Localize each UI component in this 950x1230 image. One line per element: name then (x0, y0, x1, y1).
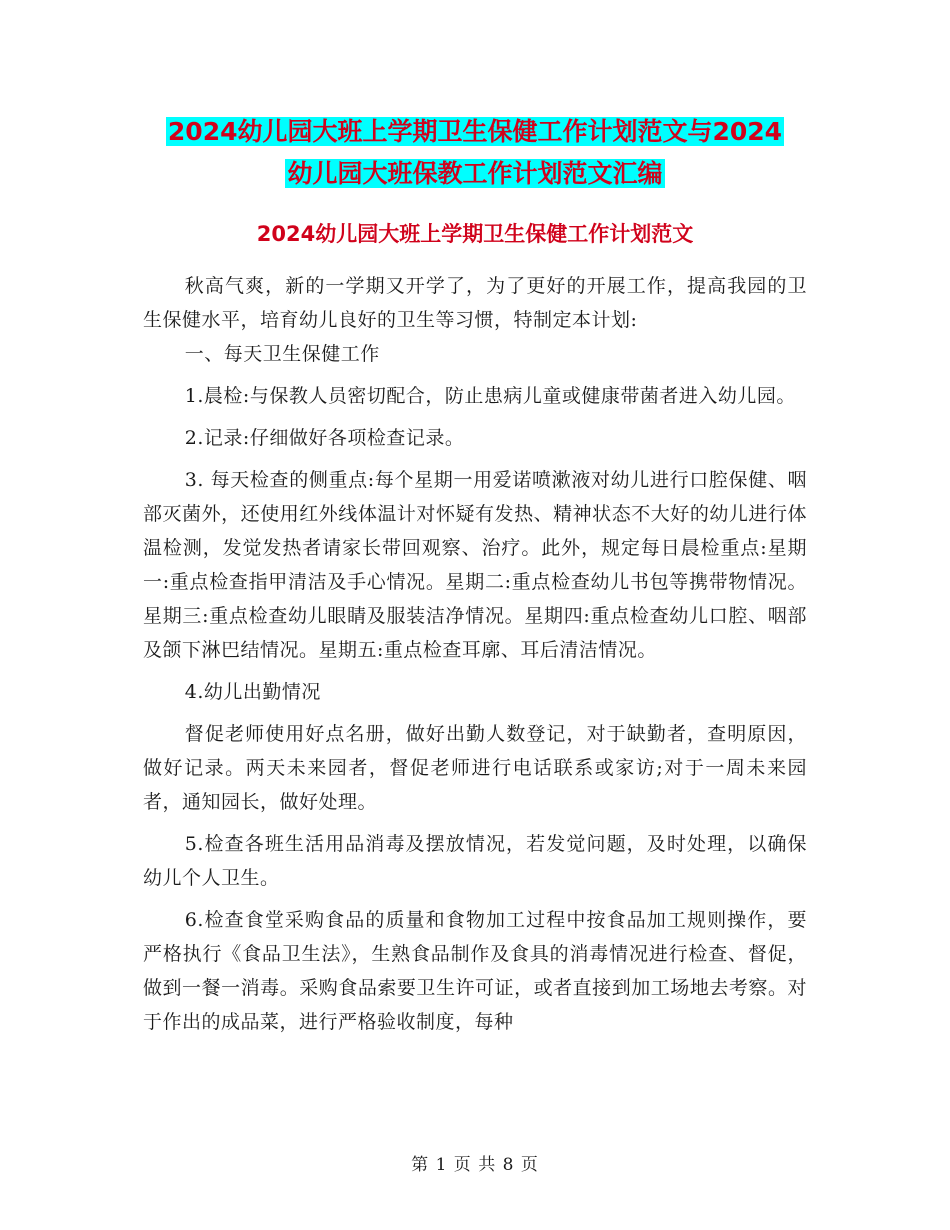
document-title-line-2 (0, 156, 950, 192)
paragraph: 秋高气爽，新的一学期又开学了，为了更好的开展工作，提高我园的卫生保健水平，培育幼儿良好的卫生等习惯，特制定本计划: (143, 275, 807, 331)
paragraph: 3. 每天检查的侧重点:每个星期一用爱诺喷漱液对幼儿进行口腔保健、咽部灭菌外，还使用红外线体温计对怀疑有发热、精神状态不大好的幼儿进行体温检测，发觉发热者请家长带回观察、治疗。此外，规定每日晨检重点:星期一:重点检查指甲清洁及手心情况。星期二:重点检查幼儿书包等携带物情况。星期三:重点检查幼儿眼睛及服装洁净情况。星期四:重点检查幼儿口腔、咽部及颌下淋巴结情况。星期五:重点检查耳廓、耳后清洁情况。 (143, 469, 807, 661)
document-title-line-1 (0, 114, 950, 150)
title-highlight: 幼儿园大班保教工作计划范文汇编 (287, 159, 663, 188)
paragraph: 4.幼儿出勤情况 (184, 681, 321, 703)
paragraph: 一、每天卫生保健工作 (184, 343, 380, 365)
page-number-footer: 第 1 页 共 8 页 (411, 1155, 539, 1175)
paragraph: 6.检查食堂采购食品的质量和食物加工过程中按食品加工规则操作，要严格执行《食品卫生法》，生熟食品制作及食具的消毒情况进行检查、督促，做到一餐一消毒。采购食品索要卫生许可证，或者直接到加工场地去考察。对于作出的成品菜，进行严格验收制度，每种 (143, 909, 807, 1033)
section-title: 2024幼儿园大班上学期卫生保健工作计划范文 (256, 222, 694, 246)
paragraph: 5.检查各班生活用品消毒及摆放情况，若发觉问题，及时处理，以确保幼儿个人卫生。 (143, 833, 807, 889)
paragraph: 督促老师使用好点名册，做好出勤人数登记，对于缺勤者，查明原因，做好记录。两天未来园者，督促老师进行电话联系或家访;对于一周未来园者，通知园长，做好处理。 (143, 723, 807, 813)
paragraph: 1.晨检:与保教人员密切配合，防止患病儿童或健康带菌者进入幼儿园。 (184, 385, 796, 407)
document-body (143, 269, 807, 1047)
paragraph: 2.记录:仔细做好各项检查记录。 (184, 427, 465, 449)
title-highlight: 2024幼儿园大班上学期卫生保健工作计划范文与2024 (167, 117, 783, 146)
